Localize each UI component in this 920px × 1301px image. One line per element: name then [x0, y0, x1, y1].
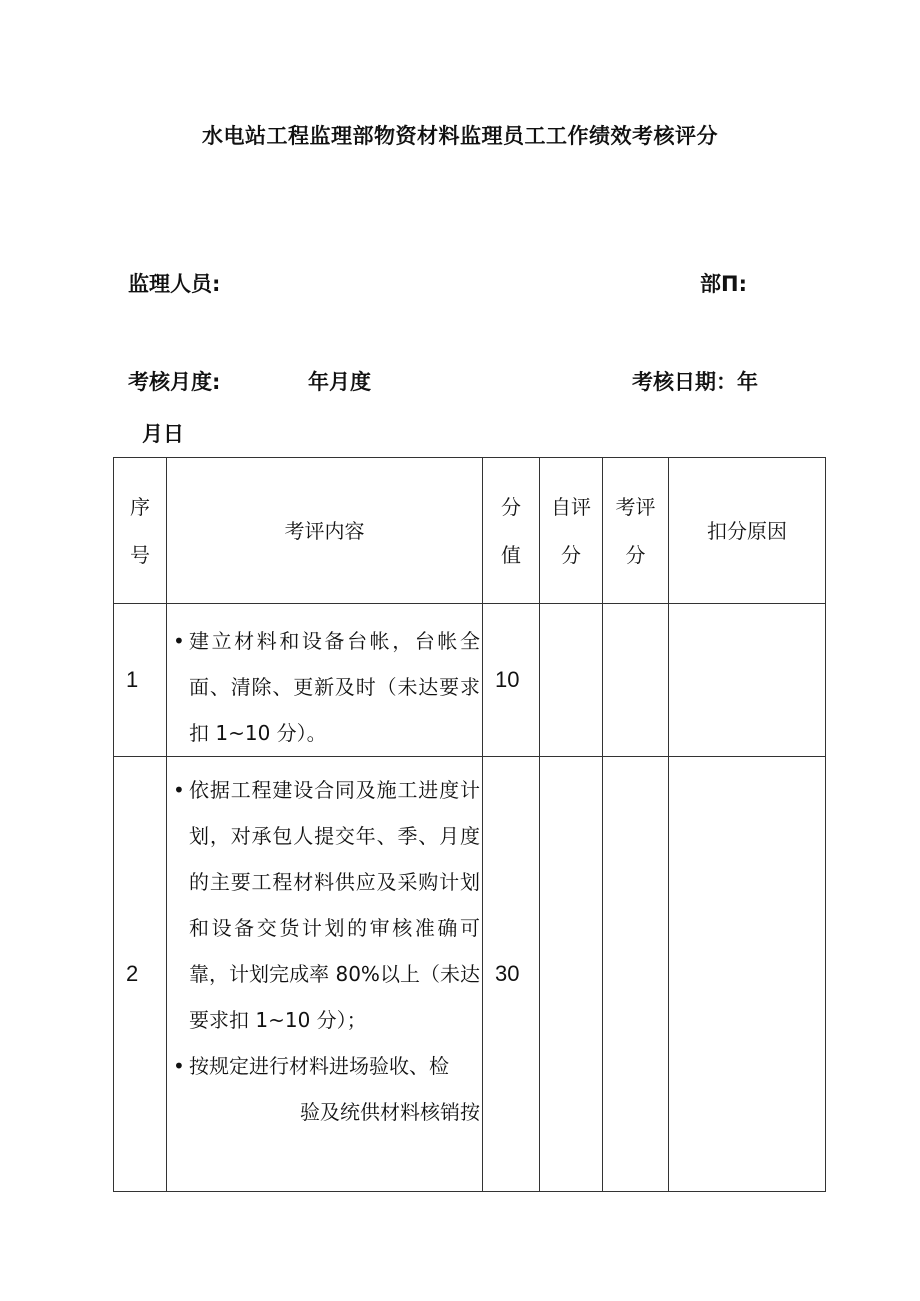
assessment-month-label: 考核月度: [128, 370, 221, 394]
row-score: 10 [483, 604, 540, 757]
list-item: • 建立材料和设备台帐，台帐全面、清除、更新及时（未达要求扣 1~10 分）。 [171, 618, 480, 756]
row-review-score [603, 757, 669, 1192]
assessment-date-continuation: 月日 [142, 422, 184, 446]
header-content: 考评内容 [167, 458, 483, 604]
table-row [114, 604, 826, 757]
assessment-month-value: 年月度 [308, 370, 371, 394]
row-seq: 1 [114, 604, 167, 757]
assessment-date-label: 考核日期：年 [632, 370, 758, 394]
row-deduction-reason [669, 604, 826, 757]
row-deduction-reason [669, 757, 826, 1192]
row-self-score [540, 604, 603, 757]
header-seq: 序号 [114, 458, 167, 604]
department-label: 部Π: [700, 272, 747, 296]
assessment-table [113, 457, 826, 1192]
table-row [114, 757, 826, 1192]
header-score: 分值 [483, 458, 540, 604]
row-score: 30 [483, 757, 540, 1192]
header-row [114, 458, 826, 604]
row-content [167, 757, 483, 1192]
row-seq: 2 [114, 757, 167, 1192]
list-item: • 依据工程建设合同及施工进度计划，对承包人提交年、季、月度的主要工程材料供应及采购计划和设备交货计划的审核准确可靠，计划完成率 80%以上（未达要求扣 1~10 分）； [171, 767, 480, 1043]
row-content [167, 604, 483, 757]
bullet-icon: • [173, 778, 185, 802]
header-review-score: 考评分 [603, 458, 669, 604]
bullet-icon: • [173, 1054, 185, 1078]
bullet-icon: • [173, 629, 185, 653]
document-title: 水电站工程监理部物资材料监理员工工作绩效考核评分 [202, 124, 718, 148]
header-deduction-reason: 扣分原因 [669, 458, 826, 604]
row-self-score [540, 757, 603, 1192]
list-item-continuation: 验及统供材料核销按 [300, 1100, 480, 1124]
supervisor-label: 监理人员: [128, 272, 221, 296]
row-review-score [603, 604, 669, 757]
list-item: • 按规定进行材料进场验收、检 [171, 1043, 480, 1089]
header-self-score: 自评分 [540, 458, 603, 604]
